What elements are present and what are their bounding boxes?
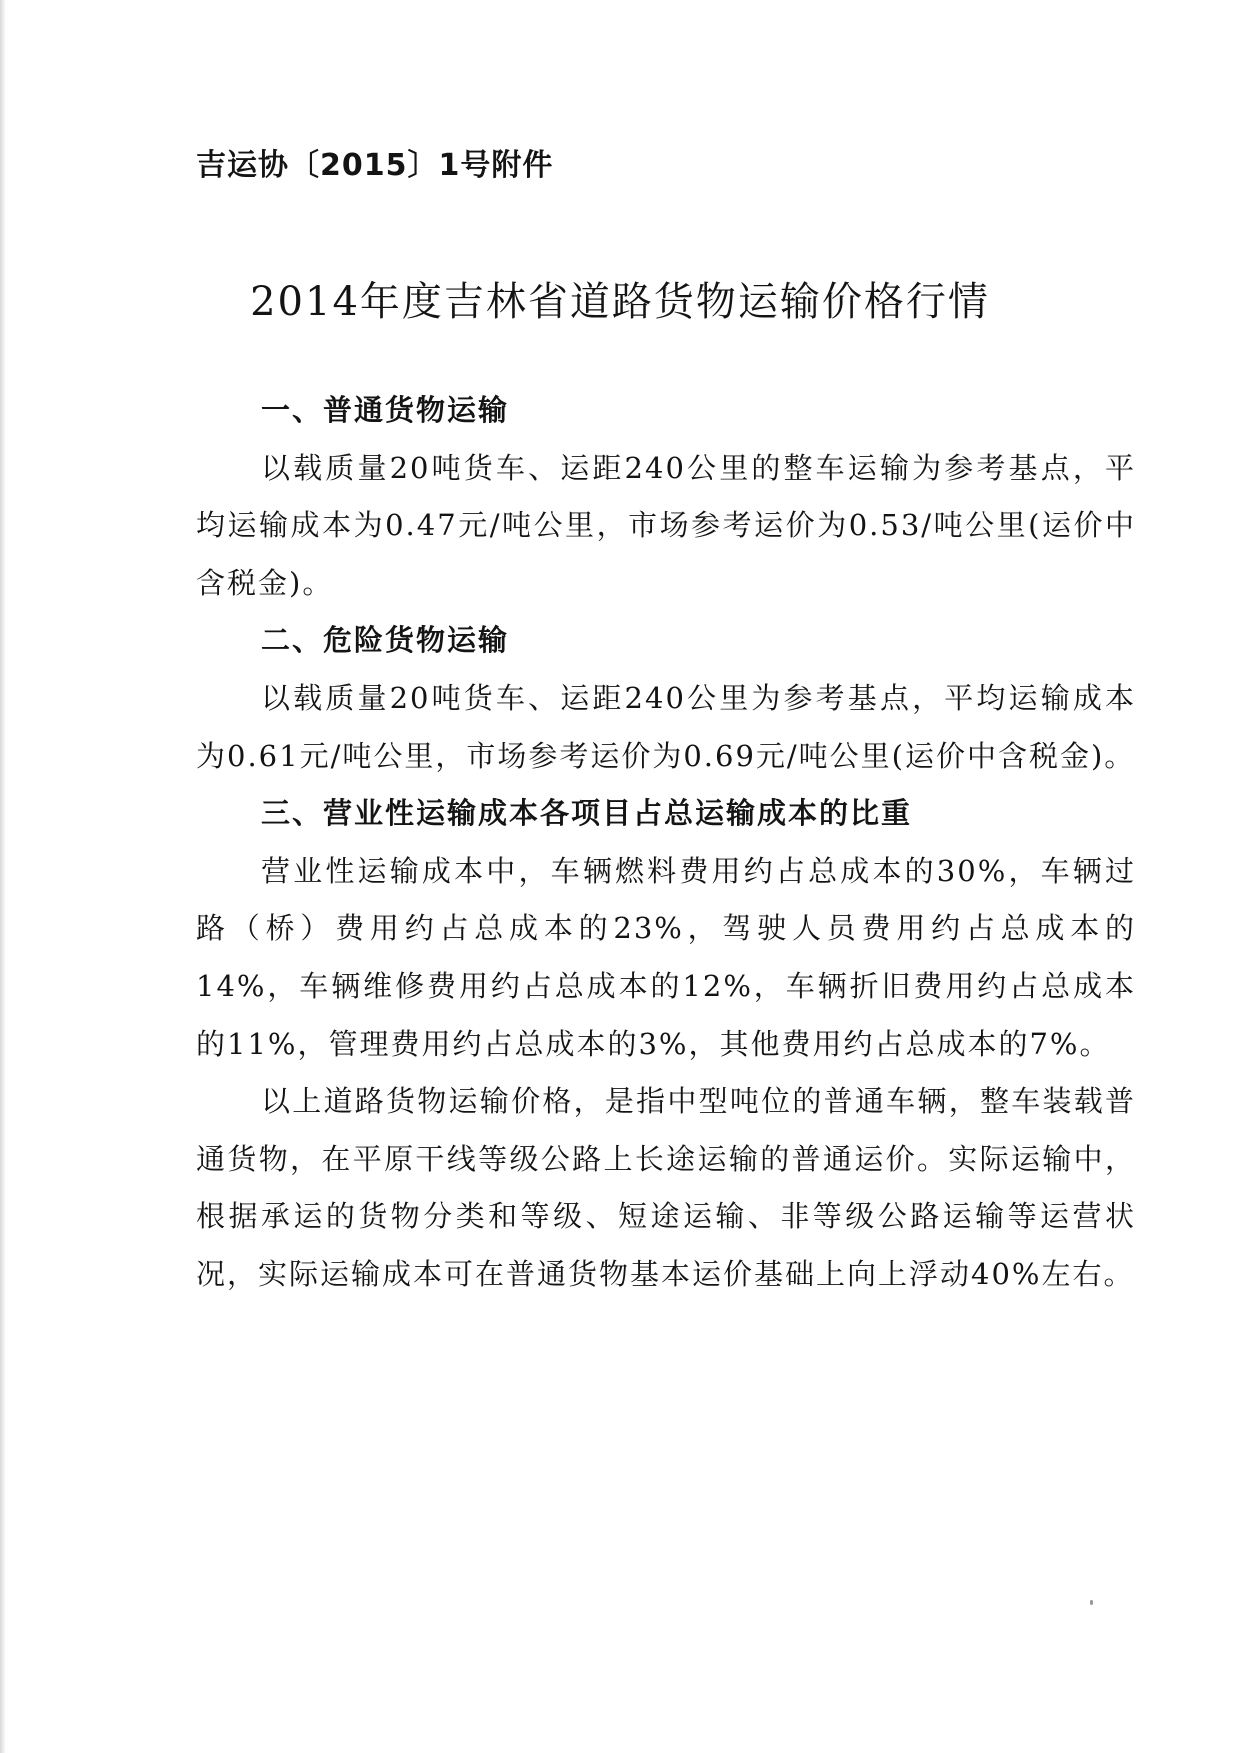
paragraph-general-freight: 以载质量20吨货车、运距240公里的整车运输为参考基点，平均运输成本为0.47元/吨公里，市场参考运价为0.53/吨公里(运价中含税金)。 — [196, 450, 1136, 600]
section-heading-cost-breakdown: 三、营业性运输成本各项目占总运输成本的比重 — [261, 796, 913, 831]
document-body — [196, 382, 1136, 1304]
paragraph-dangerous-goods: 以载质量20吨货车、运距240公里为参考基点，平均运输成本为0.61元/吨公里，市场参考运价为0.69元/吨公里(运价中含税金)。 — [196, 680, 1136, 773]
document-title: 2014年度吉林省道路货物运输价格行情 — [250, 279, 990, 325]
document-number: 吉运协〔2015〕1号附件 — [196, 148, 554, 183]
scan-speck — [1090, 1600, 1093, 1605]
section-heading-general-freight: 一、普通货物运输 — [261, 393, 510, 427]
scan-edge-shadow — [0, 0, 6, 1753]
paragraph-price-explanation: 以上道路货物运输价格，是指中型吨位的普通车辆，整车装载普通货物，在平原干线等级公路上长途运输的普通运价。实际运输中，根据承运的货物分类和等级、短途运输、非等级公路运输等运营状况，实际运输成本可在普通货物基本运价基础上向上浮动40%左右。 — [196, 1084, 1136, 1291]
paragraph-cost-breakdown: 营业性运输成本中，车辆燃料费用约占总成本的30%，车辆过路（桥）费用约占总成本的23%，驾驶人员费用约占总成本的14%，车辆维修费用约占总成本的12%，车辆折旧费用约占总成本的11%，管理费用约占总成本的3%，其他费用约占总成本的7%。 — [196, 853, 1136, 1061]
section-heading-dangerous-goods: 二、危险货物运输 — [261, 623, 510, 658]
